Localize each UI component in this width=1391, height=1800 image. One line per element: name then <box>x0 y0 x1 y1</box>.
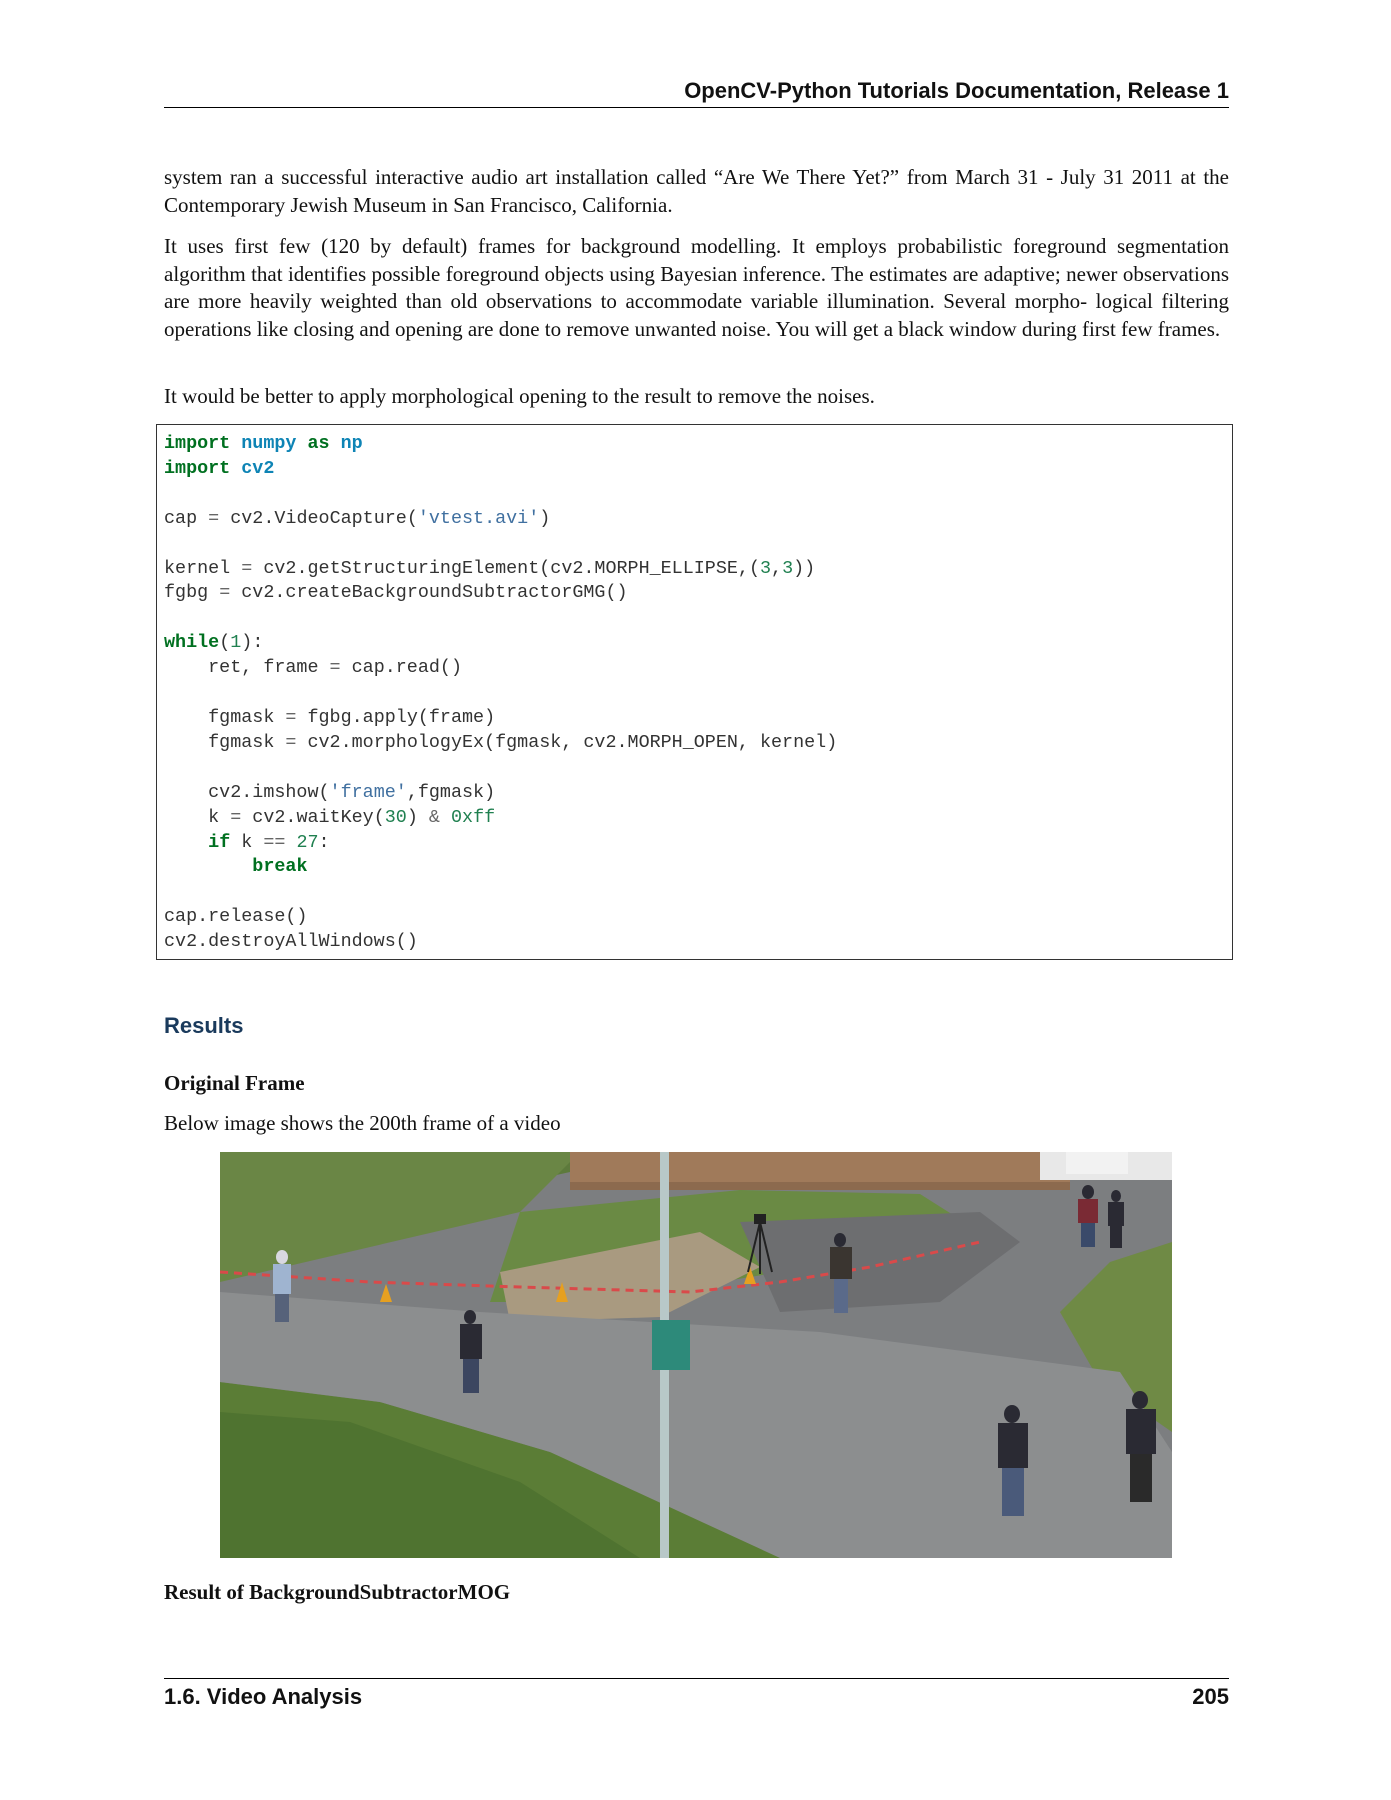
paragraph-opening-note: It would be better to apply morphological opening to the result to remove the noises. <box>164 384 875 408</box>
code-line: k = cv2.waitKey(30) & 0xff <box>164 806 496 828</box>
code-line: cap = cv2.VideoCapture('vtest.avi') <box>164 507 551 529</box>
code-line: kernel = cv2.getStructuringElement(cv2.MORPH_ELLIPSE,(3,3)) <box>164 557 816 579</box>
subtitle-mog-result: Result of BackgroundSubtractorMOG <box>164 1580 511 1604</box>
code-line: import numpy as np <box>164 433 363 454</box>
caption-original-frame: Below image shows the 200th frame of a video <box>164 1111 561 1135</box>
subtitle-original-frame: Original Frame <box>164 1071 305 1095</box>
footer-rule <box>164 1678 1229 1679</box>
code-line: cap.release() <box>164 906 308 928</box>
code-line: while(1): <box>164 632 264 654</box>
code-line: ret, frame = cap.read() <box>164 657 462 679</box>
code-line: import cv2 <box>164 457 275 479</box>
code-line: fgmask = fgbg.apply(frame) <box>164 706 496 728</box>
paragraph-intro: system ran a successful interactive audio art installation called “Are We There Yet?” from March 31 - July 31 2011 at the Contemporary Jewish Museum in San Francisco, California. <box>164 165 1229 217</box>
code-line: cv2.destroyAllWindows() <box>164 931 418 953</box>
header-rule <box>164 107 1229 108</box>
code-line: fgbg = cv2.createBackgroundSubtractorGMG() <box>164 582 628 604</box>
section-title-results: Results <box>164 1013 244 1038</box>
code-line: fgmask = cv2.morphologyEx(fgmask, cv2.MORPH_OPEN, kernel) <box>164 731 838 753</box>
code-line: break <box>252 856 308 878</box>
code-block <box>156 424 1233 960</box>
video-frame-image <box>220 1152 1172 1558</box>
paragraph-gmg-description: It uses first few (120 by default) frames for background modelling. It employs probabilistic foreground segmentation algorithm that identifies possible foreground objects using Bayesian inference. The estimates are adaptive; newer observations are more heavily weighted than old observations to accommodate variable illumination. Several morpho- logical filtering operations like closing and opening are done to remove unwanted noise. You will get a black window during first few frames. <box>164 234 1229 341</box>
code-line: if k == 27: <box>208 831 330 853</box>
footer-section: 1.6. Video Analysis <box>164 1684 363 1709</box>
page-header: OpenCV-Python Tutorials Documentation, Release 1 <box>684 78 1229 103</box>
footer-page-number: 205 <box>1192 1684 1229 1709</box>
code-line: cv2.imshow('frame',fgmask) <box>164 781 496 803</box>
page-footer <box>164 1684 1229 1710</box>
